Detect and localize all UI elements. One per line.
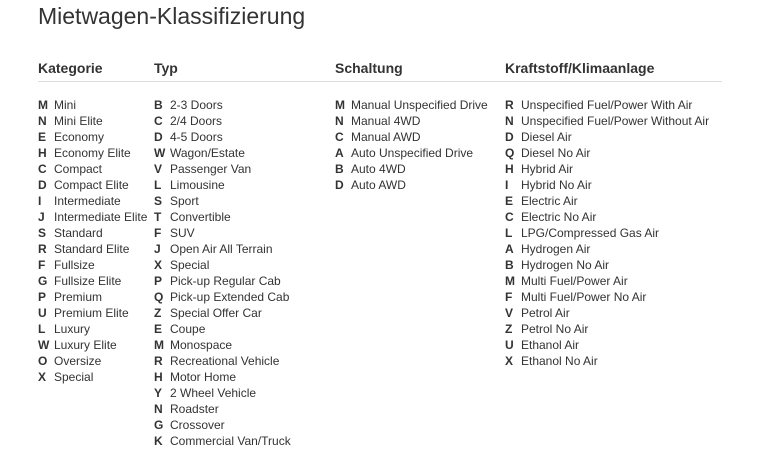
class-label: Oversize (54, 354, 102, 368)
class-label: Multi Fuel/Power No Air (521, 290, 647, 304)
class-code: F (154, 226, 162, 240)
class-label: Petrol Air (521, 306, 570, 320)
class-code: C (154, 114, 163, 128)
class-label: Mini Elite (54, 114, 103, 128)
class-label: Pick-up Extended Cab (170, 290, 290, 304)
class-code: M (335, 98, 345, 112)
kategorie-list-item (38, 337, 147, 353)
class-code: N (505, 114, 514, 128)
kategorie-list-item (38, 225, 147, 241)
class-code: E (154, 322, 163, 336)
kraftstoff-list-item (505, 145, 709, 161)
class-code: E (38, 130, 47, 144)
kraftstoff-list-item (505, 273, 709, 289)
class-code: A (335, 146, 344, 160)
class-label: Standard (54, 226, 103, 240)
class-code: N (154, 402, 163, 416)
typ-list-item (154, 305, 291, 321)
class-label: Passenger Van (170, 162, 252, 176)
class-label: Intermediate (54, 194, 121, 208)
class-code: N (38, 114, 47, 128)
typ-list-item (154, 241, 291, 257)
kategorie-list-item (38, 145, 147, 161)
typ-list-item (154, 369, 291, 385)
class-code: R (154, 354, 163, 368)
kraftstoff-list-item (505, 289, 709, 305)
class-label: Coupe (170, 322, 206, 336)
typ-list-item (154, 177, 291, 193)
class-label: Auto AWD (351, 178, 406, 192)
class-label: Auto Unspecified Drive (351, 146, 474, 160)
schaltung-list-item (335, 129, 488, 145)
class-label: Crossover (170, 418, 225, 432)
class-label: Luxury Elite (54, 338, 117, 352)
class-label: Unspecified Fuel/Power With Air (521, 98, 693, 112)
class-label: Economy (54, 130, 105, 144)
schaltung-list (335, 97, 488, 193)
class-label: Electric Air (521, 194, 578, 208)
kategorie-list (38, 97, 147, 385)
class-label: Ethanol Air (521, 338, 580, 352)
typ-list (154, 97, 291, 449)
class-label: Open Air All Terrain (170, 242, 273, 256)
class-label: Luxury (54, 322, 91, 336)
class-label: Multi Fuel/Power Air (521, 274, 628, 288)
typ-list-item (154, 273, 291, 289)
class-code: N (335, 114, 344, 128)
header-typ: Typ (154, 60, 178, 76)
class-code: L (38, 322, 46, 336)
kategorie-list-item (38, 369, 147, 385)
typ-list-item (154, 337, 291, 353)
class-code: A (505, 242, 514, 256)
class-label: Monospace (170, 338, 233, 352)
class-code: B (505, 258, 514, 272)
typ-list-item (154, 161, 291, 177)
class-label: Premium (54, 290, 103, 304)
class-label: Diesel No Air (521, 146, 591, 160)
kraftstoff-list-item (505, 225, 709, 241)
class-label: Pick-up Regular Cab (170, 274, 281, 288)
kraftstoff-list-item (505, 337, 709, 353)
class-label: Ethanol No Air (521, 354, 598, 368)
class-label: 2-3 Doors (170, 98, 223, 112)
typ-list-item (154, 193, 291, 209)
class-code: X (38, 370, 47, 384)
class-code: W (154, 146, 166, 160)
kategorie-list-item (38, 193, 147, 209)
class-code: Y (154, 386, 163, 400)
class-code: C (38, 162, 47, 176)
kategorie-list-item (38, 289, 147, 305)
kategorie-list-item (38, 161, 147, 177)
class-label: Manual 4WD (351, 114, 421, 128)
typ-list-item (154, 289, 291, 305)
class-label: Hybrid Air (521, 162, 574, 176)
class-label: Manual Unspecified Drive (351, 98, 488, 112)
class-label: Diesel Air (521, 130, 572, 144)
class-label: Special (54, 370, 94, 384)
class-code: Q (154, 290, 164, 304)
class-code: W (38, 338, 50, 352)
kategorie-list-item (38, 257, 147, 273)
typ-list-item (154, 401, 291, 417)
kraftstoff-list-item (505, 353, 709, 369)
class-code: J (38, 210, 45, 224)
class-code: I (38, 194, 42, 208)
class-label: Motor Home (170, 370, 237, 384)
kategorie-list-item (38, 353, 147, 369)
header-kraftstoff-klimaanlage: Kraftstoff/Klimaanlage (505, 60, 655, 76)
class-label: 4-5 Doors (170, 130, 223, 144)
typ-list-item (154, 433, 291, 449)
typ-list-item (154, 385, 291, 401)
typ-list-item (154, 129, 291, 145)
class-label: Compact (54, 162, 103, 176)
class-code: O (38, 354, 48, 368)
kraftstoff-list-item (505, 257, 709, 273)
kategorie-list-item (38, 177, 147, 193)
class-code: L (505, 226, 513, 240)
class-label: Hybrid No Air (521, 178, 592, 192)
kategorie-list-item (38, 113, 147, 129)
class-code: S (38, 226, 47, 240)
class-label: Limousine (170, 178, 225, 192)
kraftstoff-list-item (505, 193, 709, 209)
class-label: Fullsize (54, 258, 95, 272)
class-label: Wagon/Estate (170, 146, 245, 160)
class-code: X (154, 258, 163, 272)
class-code: I (505, 178, 509, 192)
kategorie-list-item (38, 305, 147, 321)
class-code: P (38, 290, 47, 304)
kategorie-list-item (38, 241, 147, 257)
class-code: R (505, 98, 514, 112)
class-code: L (154, 178, 162, 192)
kategorie-list-item (38, 321, 147, 337)
class-code: B (154, 98, 163, 112)
class-code: M (38, 98, 48, 112)
class-code: D (38, 178, 47, 192)
typ-list-item (154, 257, 291, 273)
class-label: Unspecified Fuel/Power Without Air (521, 114, 710, 128)
typ-list-item (154, 417, 291, 433)
class-label: Special (170, 258, 210, 272)
schaltung-list-item (335, 97, 488, 113)
class-label: Sport (170, 194, 199, 208)
class-label: Recreational Vehicle (170, 354, 280, 368)
typ-list-item (154, 97, 291, 113)
class-code: T (154, 210, 162, 224)
class-label: Special Offer Car (170, 306, 262, 320)
class-label: Petrol No Air (521, 322, 589, 336)
kraftstoff-list-item (505, 305, 709, 321)
class-code: U (505, 338, 514, 352)
class-code: G (154, 418, 164, 432)
schaltung-list-item (335, 177, 488, 193)
schaltung-list-item (335, 145, 488, 161)
class-label: Commercial Van/Truck (170, 434, 291, 448)
kategorie-list-item (38, 209, 147, 225)
class-label: Economy Elite (54, 146, 131, 160)
typ-list-item (154, 225, 291, 241)
kraftstoff-list-item (505, 129, 709, 145)
class-code: S (154, 194, 163, 208)
class-label: Hydrogen Air (521, 242, 591, 256)
typ-list-item (154, 209, 291, 225)
kraftstoff-list-item (505, 97, 709, 113)
kraftstoff-list-item (505, 177, 709, 193)
class-code: C (505, 210, 514, 224)
class-label: Standard Elite (54, 242, 130, 256)
class-code: V (505, 306, 514, 320)
kraftstoff-list (505, 97, 709, 369)
class-label: Compact Elite (54, 178, 129, 192)
kraftstoff-list-item (505, 209, 709, 225)
class-code: K (154, 434, 163, 448)
schaltung-list-item (335, 161, 488, 177)
class-label: Auto 4WD (351, 162, 406, 176)
class-label: Manual AWD (351, 130, 421, 144)
class-label: 2 Wheel Vehicle (170, 386, 257, 400)
schaltung-list-item (335, 113, 488, 129)
typ-list-item (154, 145, 291, 161)
class-label: SUV (170, 226, 195, 240)
class-code: F (38, 258, 46, 272)
kraftstoff-list-item (505, 321, 709, 337)
class-code: H (505, 162, 514, 176)
class-code: U (38, 306, 47, 320)
class-code: D (505, 130, 514, 144)
class-code: C (335, 130, 344, 144)
class-code: F (505, 290, 513, 304)
kraftstoff-list-item (505, 113, 709, 129)
class-code: V (154, 162, 163, 176)
class-label: LPG/Compressed Gas Air (521, 226, 660, 240)
class-code: X (505, 354, 514, 368)
kraftstoff-list-item (505, 241, 709, 257)
typ-list-item (154, 321, 291, 337)
header-kategorie: Kategorie (38, 60, 103, 76)
class-label: Roadster (170, 402, 219, 416)
class-code: M (154, 338, 164, 352)
typ-list-item (154, 113, 291, 129)
class-code: D (335, 178, 344, 192)
class-code: J (154, 242, 161, 256)
class-code: Z (505, 322, 513, 336)
class-code: D (154, 130, 163, 144)
kraftstoff-list-item (505, 161, 709, 177)
class-label: Hydrogen No Air (521, 258, 610, 272)
class-label: Intermediate Elite (54, 210, 148, 224)
class-label: Mini (54, 98, 77, 112)
class-code: G (38, 274, 48, 288)
class-code: M (505, 274, 515, 288)
class-label: Fullsize Elite (54, 274, 122, 288)
typ-list-item (154, 353, 291, 369)
kategorie-list-item (38, 97, 147, 113)
class-code: B (335, 162, 344, 176)
class-code: Q (505, 146, 515, 160)
class-code: E (505, 194, 514, 208)
class-code: P (154, 274, 163, 288)
class-label: 2/4 Doors (170, 114, 223, 128)
class-label: Premium Elite (54, 306, 129, 320)
class-code: R (38, 242, 47, 256)
class-label: Convertible (170, 210, 231, 224)
column-header-row (38, 60, 722, 82)
header-schaltung: Schaltung (335, 60, 403, 76)
class-code: Z (154, 306, 162, 320)
kategorie-list-item (38, 129, 147, 145)
kategorie-list-item (38, 273, 147, 289)
class-label: Electric No Air (521, 210, 597, 224)
class-code: H (154, 370, 163, 384)
class-code: H (38, 146, 47, 160)
page-title: Mietwagen-Klassifizierung (38, 3, 306, 29)
